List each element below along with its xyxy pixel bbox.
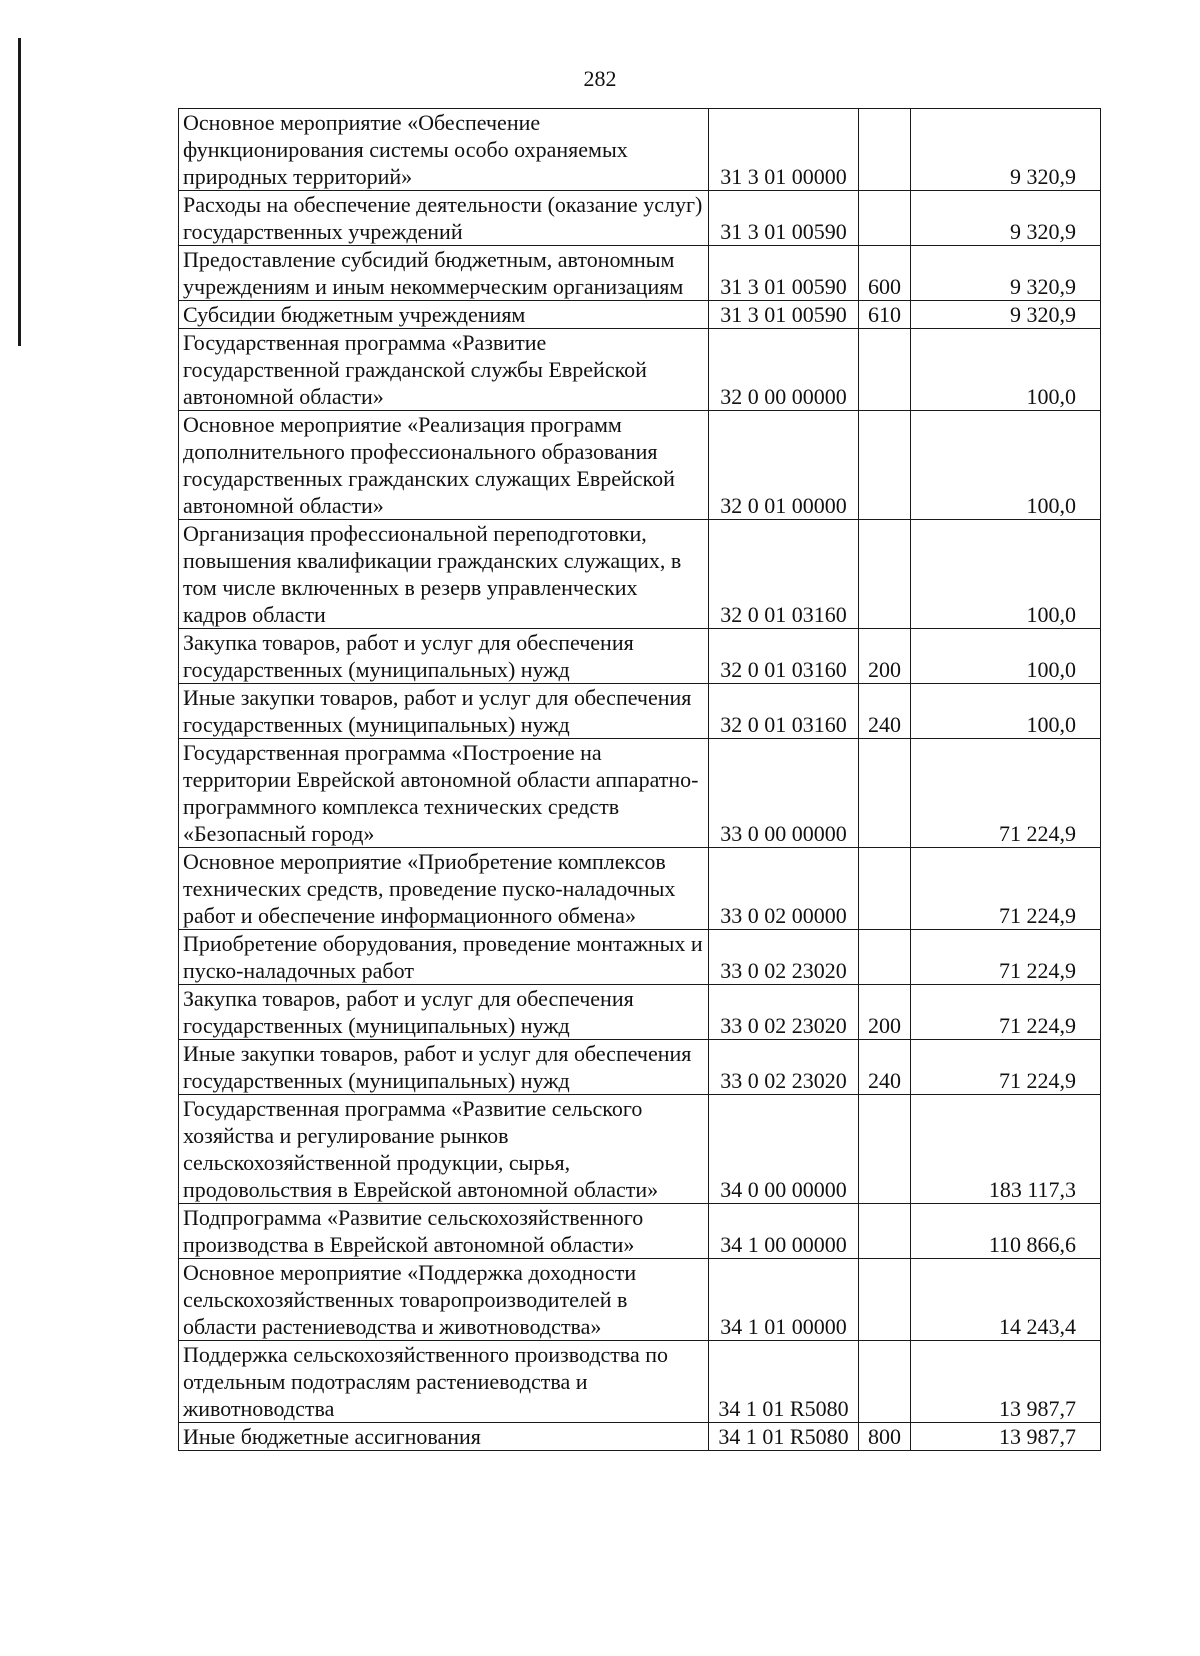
table-row bbox=[179, 684, 1101, 739]
row-code-cell: 33 0 02 23020 bbox=[709, 985, 859, 1040]
table-row bbox=[179, 1040, 1101, 1095]
row-vr-cell bbox=[859, 520, 911, 629]
row-vr-cell bbox=[859, 930, 911, 985]
row-code-cell: 31 3 01 00590 bbox=[709, 191, 859, 246]
row-code-cell: 32 0 01 00000 bbox=[709, 411, 859, 520]
row-code-cell: 32 0 01 03160 bbox=[709, 520, 859, 629]
row-sum-cell: 100,0 bbox=[911, 520, 1101, 629]
table-row bbox=[179, 848, 1101, 930]
row-vr-cell: 200 bbox=[859, 985, 911, 1040]
row-vr-cell: 240 bbox=[859, 684, 911, 739]
row-vr-cell: 240 bbox=[859, 1040, 911, 1095]
row-name-cell: Предоставление субсидий бюджетным, автономным учреждениям и иным некоммерческим организациям bbox=[179, 246, 709, 301]
row-name-cell: Основное мероприятие «Обеспечение функционирования системы особо охраняемых природных территорий» bbox=[179, 109, 709, 191]
row-name-cell: Расходы на обеспечение деятельности (оказание услуг) государственных учреждений bbox=[179, 191, 709, 246]
row-sum-cell: 9 320,9 bbox=[911, 191, 1101, 246]
row-code-cell: 33 0 00 00000 bbox=[709, 739, 859, 848]
row-vr-cell bbox=[859, 1341, 911, 1423]
row-code-cell: 34 1 01 R5080 bbox=[709, 1341, 859, 1423]
row-name-cell: Основное мероприятие «Приобретение комплексов технических средств, проведение пуско-наладочных работ и обеспечение информационного обмена» bbox=[179, 848, 709, 930]
row-vr-cell: 600 bbox=[859, 246, 911, 301]
row-name-cell: Субсидии бюджетным учреждениям bbox=[179, 301, 709, 329]
row-name-cell: Государственная программа «Развитие сельского хозяйства и регулирование рынков сельскохозяйственной продукции, сырья, продовольствия в Еврейской автономной области» bbox=[179, 1095, 709, 1204]
table-row bbox=[179, 1204, 1101, 1259]
row-code-cell: 32 0 00 00000 bbox=[709, 329, 859, 411]
table-row bbox=[179, 1341, 1101, 1423]
row-code-cell: 31 3 01 00000 bbox=[709, 109, 859, 191]
row-sum-cell: 14 243,4 bbox=[911, 1259, 1101, 1341]
row-code-cell: 33 0 02 23020 bbox=[709, 1040, 859, 1095]
table-row bbox=[179, 246, 1101, 301]
row-code-cell: 33 0 02 00000 bbox=[709, 848, 859, 930]
row-sum-cell: 13 987,7 bbox=[911, 1341, 1101, 1423]
row-sum-cell: 71 224,9 bbox=[911, 1040, 1101, 1095]
row-sum-cell: 9 320,9 bbox=[911, 246, 1101, 301]
row-name-cell: Подпрограмма «Развитие сельскохозяйственного производства в Еврейской автономной области» bbox=[179, 1204, 709, 1259]
row-code-cell: 34 1 01 00000 bbox=[709, 1259, 859, 1341]
row-sum-cell: 9 320,9 bbox=[911, 109, 1101, 191]
budget-table bbox=[178, 108, 1101, 1451]
row-sum-cell: 71 224,9 bbox=[911, 739, 1101, 848]
table-row bbox=[179, 1259, 1101, 1341]
row-vr-cell bbox=[859, 1259, 911, 1341]
row-code-cell: 32 0 01 03160 bbox=[709, 684, 859, 739]
row-name-cell: Иные закупки товаров, работ и услуг для обеспечения государственных (муниципальных) нужд bbox=[179, 684, 709, 739]
table-row bbox=[179, 329, 1101, 411]
row-code-cell: 34 1 00 00000 bbox=[709, 1204, 859, 1259]
budget-table-body bbox=[179, 109, 1101, 1451]
table-row bbox=[179, 629, 1101, 684]
row-name-cell: Иные бюджетные ассигнования bbox=[179, 1423, 709, 1451]
row-sum-cell: 183 117,3 bbox=[911, 1095, 1101, 1204]
row-sum-cell: 9 320,9 bbox=[911, 301, 1101, 329]
row-sum-cell: 110 866,6 bbox=[911, 1204, 1101, 1259]
table-row bbox=[179, 1095, 1101, 1204]
row-name-cell: Государственная программа «Развитие государственной гражданской службы Еврейской автономной области» bbox=[179, 329, 709, 411]
row-code-cell: 32 0 01 03160 bbox=[709, 629, 859, 684]
table-row bbox=[179, 411, 1101, 520]
row-code-cell: 31 3 01 00590 bbox=[709, 246, 859, 301]
row-name-cell: Закупка товаров, работ и услуг для обеспечения государственных (муниципальных) нужд bbox=[179, 985, 709, 1040]
row-sum-cell: 71 224,9 bbox=[911, 930, 1101, 985]
table-row bbox=[179, 520, 1101, 629]
row-vr-cell bbox=[859, 109, 911, 191]
table-row bbox=[179, 985, 1101, 1040]
row-name-cell: Основное мероприятие «Реализация программ дополнительного профессионального образования государственных гражданских служащих Еврейской автономной области» bbox=[179, 411, 709, 520]
row-name-cell: Закупка товаров, работ и услуг для обеспечения государственных (муниципальных) нужд bbox=[179, 629, 709, 684]
row-vr-cell: 200 bbox=[859, 629, 911, 684]
row-vr-cell: 610 bbox=[859, 301, 911, 329]
row-code-cell: 34 1 01 R5080 bbox=[709, 1423, 859, 1451]
row-vr-cell bbox=[859, 739, 911, 848]
table-row bbox=[179, 301, 1101, 329]
table-row bbox=[179, 1423, 1101, 1451]
table-row bbox=[179, 191, 1101, 246]
table-row bbox=[179, 739, 1101, 848]
row-vr-cell bbox=[859, 329, 911, 411]
table-row bbox=[179, 109, 1101, 191]
row-sum-cell: 100,0 bbox=[911, 629, 1101, 684]
row-sum-cell: 71 224,9 bbox=[911, 848, 1101, 930]
row-name-cell: Иные закупки товаров, работ и услуг для обеспечения государственных (муниципальных) нужд bbox=[179, 1040, 709, 1095]
row-code-cell: 33 0 02 23020 bbox=[709, 930, 859, 985]
row-sum-cell: 71 224,9 bbox=[911, 985, 1101, 1040]
row-sum-cell: 100,0 bbox=[911, 329, 1101, 411]
row-name-cell: Организация профессиональной переподготовки, повышения квалификации гражданских служащих, в том числе включенных в резерв управленческих кадров области bbox=[179, 520, 709, 629]
row-name-cell: Основное мероприятие «Поддержка доходности сельскохозяйственных товаропроизводителей в области растениеводства и животноводства» bbox=[179, 1259, 709, 1341]
table-row bbox=[179, 930, 1101, 985]
row-vr-cell: 800 bbox=[859, 1423, 911, 1451]
row-name-cell: Государственная программа «Построение на территории Еврейской автономной области аппаратно-программного комплекса технических средств «Безопасный город» bbox=[179, 739, 709, 848]
row-vr-cell bbox=[859, 1095, 911, 1204]
row-code-cell: 31 3 01 00590 bbox=[709, 301, 859, 329]
row-name-cell: Приобретение оборудования, проведение монтажных и пуско-наладочных работ bbox=[179, 930, 709, 985]
row-sum-cell: 100,0 bbox=[911, 684, 1101, 739]
row-vr-cell bbox=[859, 1204, 911, 1259]
row-sum-cell: 100,0 bbox=[911, 411, 1101, 520]
row-vr-cell bbox=[859, 411, 911, 520]
row-code-cell: 34 0 00 00000 bbox=[709, 1095, 859, 1204]
row-vr-cell bbox=[859, 848, 911, 930]
row-vr-cell bbox=[859, 191, 911, 246]
row-sum-cell: 13 987,7 bbox=[911, 1423, 1101, 1451]
row-name-cell: Поддержка сельскохозяйственного производства по отдельным подотраслям растениеводства и животноводства bbox=[179, 1341, 709, 1423]
page-number: 282 bbox=[583, 66, 617, 91]
